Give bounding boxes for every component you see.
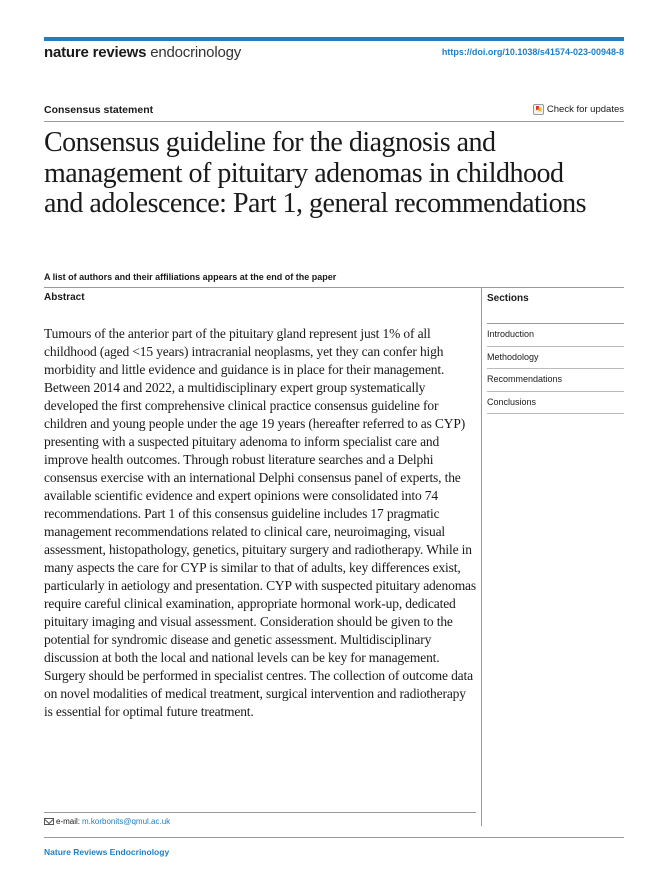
sections-heading: Sections	[487, 293, 529, 304]
check-updates-label: Check for updates	[546, 104, 624, 115]
abstract-divider	[44, 287, 624, 288]
footer-divider	[44, 837, 624, 838]
abstract-text: Tumours of the anterior part of the pituitary gland represent just 1% of all childhood (aged <15 years) intracranial neoplasms, yet they can confer high morbidity and little evidence and guidance is in place for their management. Between 2014 and 2022, a multidisciplinary expert group systematically developed the first comprehensive clinical practice consensus guideline for children and young people under the age 19 years (hereafter referred to as CYP) presenting with a suspected pituitary adenoma to inform specialist care and improve health outcomes. Through robust literature searches and a Delphi consensus exercise with an international Delphi consensus panel of experts, the available scientific evidence and expert opinions were consolidated into 74 recommendations. Part 1 of this consensus guideline includes 17 pragmatic management recommendations related to clinical care, neuroimaging, visual assessment, histopathology, genetics, pituitary surgery and radiotherapy. While in many aspects the care for CYP is similar to that of adults, key differences exist, particularly in aetiology and presentation. CYP with suspected pituitary adenomas require careful clinical examination, appropriate hormonal work-up, dedicated pituitary imaging and visual assessment. Consideration should be given to the potential for syndromic disease and genetic assessment. Multidisciplinary discussion at both the local and national levels can be key for management. Surgery should be performed in specialist centres. The collection of outcome data on novel modalities of medical treatment, surgical intervention and radiotherapy is essential for optimal future treatment.	[44, 326, 476, 719]
header-divider	[44, 121, 624, 122]
email-label: e-mail:	[56, 817, 81, 826]
check-updates-button[interactable]	[533, 104, 624, 115]
journal-name-bold: nature reviews	[44, 44, 147, 61]
mail-icon	[44, 818, 54, 825]
article-type: Consensus statement	[44, 104, 154, 116]
correspondence-email	[44, 817, 170, 826]
article-title: Consensus guideline for the diagnosis and management of pituitary adenomas in childhood and adolescence: Part 1, general recommendations	[44, 127, 586, 219]
footer-journal-name: Nature Reviews Endocrinology	[44, 847, 170, 857]
column-divider	[481, 288, 482, 826]
section-link-introduction[interactable]: Introduction	[487, 324, 624, 347]
footnote-divider	[44, 812, 476, 813]
journal-name	[44, 44, 241, 61]
doi-link[interactable]: https://doi.org/10.1038/s41574-023-00948-8	[441, 47, 624, 57]
journal-name-light: endocrinology	[150, 44, 242, 61]
email-link[interactable]: m.korbonits@qmul.ac.uk	[82, 817, 171, 826]
check-updates-icon	[533, 104, 544, 115]
abstract-heading: Abstract	[44, 292, 85, 303]
journal-accent-bar	[44, 37, 624, 41]
sections-list	[487, 323, 624, 414]
section-link-conclusions[interactable]: Conclusions	[487, 392, 624, 415]
section-link-methodology[interactable]: Methodology	[487, 347, 624, 370]
section-link-recommendations[interactable]: Recommendations	[487, 369, 624, 392]
authors-note: A list of authors and their affiliations appears at the end of the paper	[44, 272, 337, 282]
